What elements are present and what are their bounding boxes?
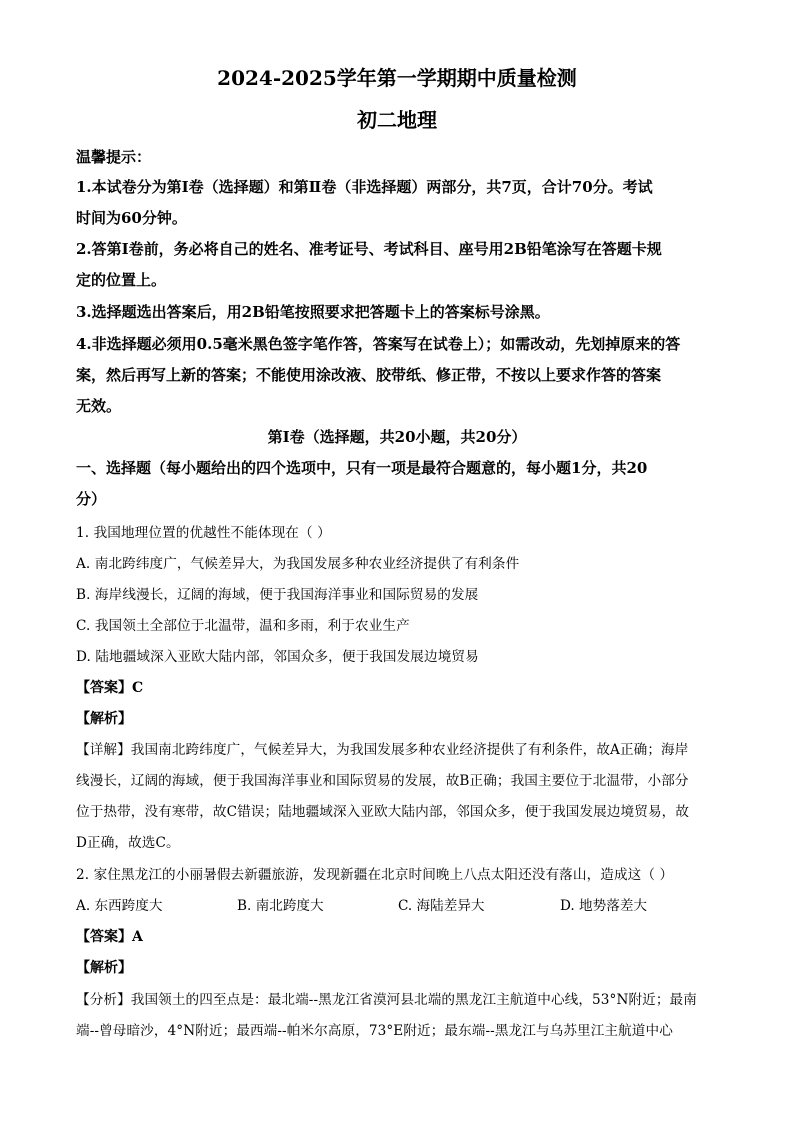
analysis-text: D正确，故选C。 [76, 835, 180, 851]
analysis-text: 位于热带，没有寒带，故C错误；陆地疆域深入亚欧大陆内部，邻国众多，便于我国发展边境贸易，故 [76, 804, 690, 820]
question-stem: 2. 家住黑龙江的小丽暑假去新疆旅游，发现新疆在北京时间晚上八点太阳还没有落山，造成这（ ） [76, 867, 674, 883]
question-option: A. 东西跨度大 [76, 898, 163, 914]
exam-subject: 初二地理 [357, 108, 437, 132]
section-instruction: 分） [76, 490, 107, 508]
question-option: B. 海岸线漫长，辽阔的海域，便于我国海洋事业和国际贸易的发展 [76, 587, 479, 603]
answer-label: 【答案】C [76, 680, 144, 696]
question-option: B. 南北跨度大 [237, 898, 324, 914]
analysis-text: 端--曾母暗沙，4°N附近；最西端--帕米尔高原，73°E附近；最东端--黑龙江与乌苏里江主航道中心 [76, 1023, 673, 1039]
notice-line: 2.答第Ⅰ卷前，务必将自己的姓名、准考证号、考试科目、座号用2B铅笔涂写在答题卡规 [76, 240, 662, 258]
question-option: D. 陆地疆域深入亚欧大陆内部，邻国众多，便于我国发展边境贸易 [76, 649, 479, 665]
analysis-label: 【解析】 [76, 960, 132, 976]
exam-title: 2024-2025学年第一学期期中质量检测 [217, 66, 577, 90]
question-option: D. 地势落差大 [560, 898, 648, 914]
question-stem: 1. 我国地理位置的优越性不能体现在（ ） [76, 525, 331, 541]
notice-line: 案，然后再写上新的答案；不能使用涂改液、胶带纸、修正带，不按以上要求作答的答案 [76, 366, 662, 384]
section-title: 第Ⅰ卷（选择题，共20小题，共20分） [267, 428, 527, 446]
analysis-text: 【分析】我国领土的四至点是：最北端--黑龙江省漠河县北端的黑龙江主航道中心线，53°N附近；最南 [76, 992, 697, 1008]
analysis-text: 【详解】我国南北跨纬度广，气候差异大，为我国发展多种农业经济提供了有利条件，故A正确；海岸 [76, 742, 689, 758]
notice-line: 4.非选择题必须用0.5毫米黑色签字笔作答，答案写在试卷上）；如需改动，先划掉原来的答 [76, 335, 681, 353]
question-option: C. 海陆差异大 [398, 898, 485, 914]
question-option: C. 我国领土全部位于北温带，温和多雨，利于农业生产 [76, 618, 410, 634]
notice-line: 1.本试卷分为第Ⅰ卷（选择题）和第Ⅱ卷（非选择题）两部分，共7页，合计70分。考试 [76, 178, 653, 196]
notice-line: 时间为60分钟。 [76, 209, 187, 227]
notice-line: 定的位置上。 [76, 271, 167, 289]
notice-line: 3.选择题选出答案后，用2B铅笔按照要求把答题卡上的答案标号涂黑。 [76, 303, 550, 321]
question-option: A. 南北跨纬度广，气候差异大，为我国发展多种农业经济提供了有利条件 [76, 556, 520, 572]
answer-label: 【答案】A [76, 929, 143, 945]
notice-line: 无效。 [76, 397, 122, 415]
notice-heading: 温馨提示： [76, 148, 152, 166]
analysis-label: 【解析】 [76, 711, 132, 727]
section-instruction: 一、选择题（每小题给出的四个选项中，只有一项是最符合题意的，每小题1分，共20 [76, 459, 648, 477]
analysis-text: 线漫长，辽阔的海域，便于我国海洋事业和国际贸易的发展，故B正确；我国主要位于北温带，小部分 [76, 773, 689, 789]
